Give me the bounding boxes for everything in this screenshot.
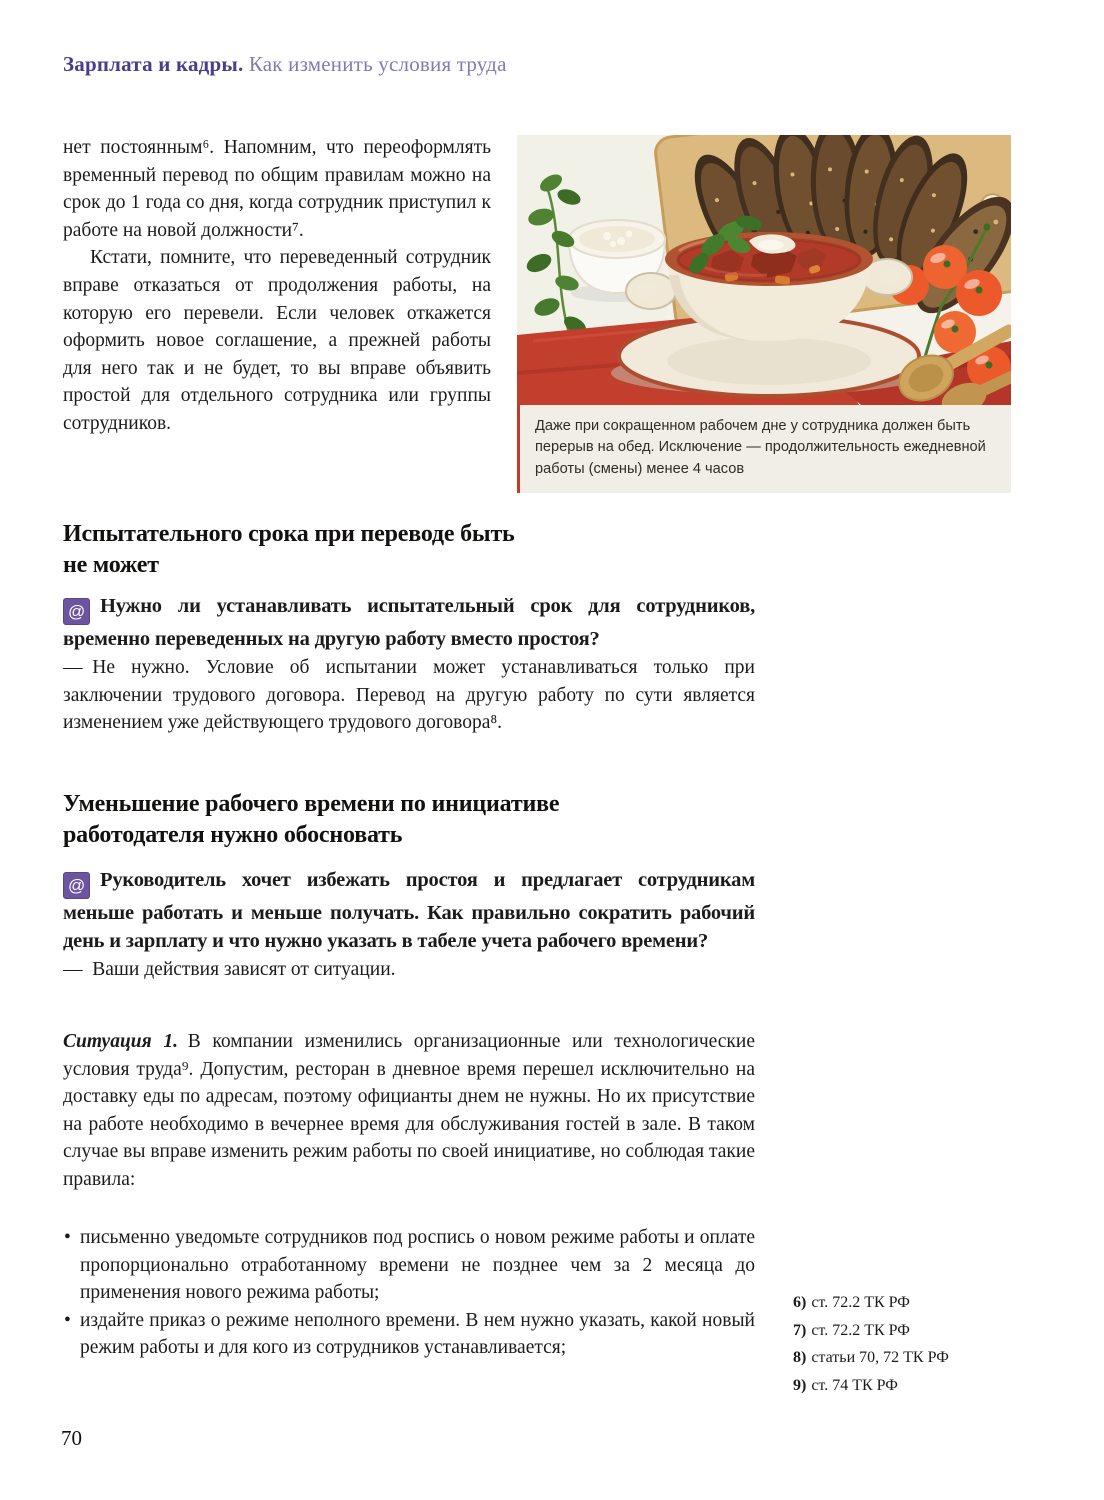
section-heading-1-line2: не может [63, 552, 159, 578]
page-number: 70 [61, 1426, 82, 1450]
intro-paragraph-1: нет постоянным⁶. Напомним, что переоформлять временный перевод по общим правилам можно на срок до 1 года со дня, когда сотрудник приступил к работе на новой должности⁷. [63, 137, 491, 241]
magazine-header [63, 52, 507, 77]
footnote-row [793, 1372, 949, 1400]
situation-text: В компании изменились организационные или технологические условия труда⁹. Допустим, ресторан в дневное время перешел исключительно на доставку еды по адресам, поэтому официанты днем не нужны. Но их присутствие на работе необходимо в вечернее время для обслуживания гостей в зале. В таком случае вы вправе изменить режим работы по своей инициативе, но соблюдая такие правила: [63, 1031, 755, 1190]
qa-block-2 [63, 866, 755, 984]
question-1-text: Нужно ли устанавливать испытательный срок для сотрудников, временно переведенных на другую работу вместо простоя? [63, 595, 755, 650]
answer-2: — Ваши действия зависят от ситуации. [63, 959, 396, 980]
section-heading-1-line1: Испытательного срока при переводе быть [63, 521, 515, 547]
footnote-row [793, 1289, 949, 1317]
section-heading-2-line1: Уменьшение рабочего времени по инициативе [63, 791, 560, 817]
footnote-number: 6) [793, 1294, 807, 1311]
footnote-number: 8) [793, 1349, 807, 1366]
intro-column [63, 134, 491, 438]
footnote-row [793, 1344, 949, 1372]
footnote-text: статьи 70, 72 ТК РФ [811, 1349, 949, 1366]
footnote-text: ст. 72.2 ТК РФ [811, 1294, 910, 1311]
footnotes [793, 1289, 949, 1399]
footnote-number: 9) [793, 1376, 807, 1394]
footnote-number: 7) [793, 1321, 807, 1339]
question-1 [63, 592, 755, 653]
question-2 [63, 866, 755, 955]
borscht-photo-illustration [517, 135, 1011, 405]
bullet-item: • издайте приказ о режиме неполного времени. В нем нужно указать, какой новый режим работы и для кого из сотрудников устанавливается; [63, 1307, 755, 1362]
section-heading-1 [63, 519, 755, 581]
footnote-text: ст. 74 ТК РФ [811, 1376, 898, 1394]
intro-paragraph-2: Кстати, помните, что переведенный сотрудник вправе отказаться от продолжения работы, на которую его перевели. Если человек откажется оформить новое соглашение, а прежней работы для него так и не будет, то вы вправе объявить простой для отдельного сотрудника или группы сотрудников. [63, 247, 491, 434]
section-heading-2-line2: работодателя нужно обосновать [63, 822, 403, 848]
situation-paragraph [63, 1028, 755, 1194]
footnote-row [793, 1317, 949, 1345]
header-article-title: Как изменить условия труда [248, 52, 507, 76]
section-heading-2 [63, 789, 755, 851]
bullet-item: • письменно уведомьте сотрудников под роспись о новом режиме работы и оплате пропорционально отработанному времени не позднее чем за 2 месяца до применения нового режима работы; [63, 1224, 755, 1307]
photo-block [517, 135, 1011, 493]
question-2-text: Руководитель хочет избежать простоя и предлагает сотрудникам меньше работать и меньше получать. Как правильно сократить рабочий день и зарплату и что нужно указать в табеле учета рабочего времени? [63, 869, 755, 952]
bullet-list [63, 1224, 755, 1362]
answer-1: — Не нужно. Условие об испытании может устанавливаться только при заключении трудового договора. Перевод на другую работу по сути является изменением уже действующего трудового договора⁸. [63, 657, 755, 734]
at-icon: @ [63, 872, 90, 899]
at-icon: @ [63, 598, 90, 625]
footnote-text: ст. 72.2 ТК РФ [811, 1321, 910, 1339]
qa-block-1 [63, 592, 755, 737]
header-section-title: Зарплата и кадры. [63, 52, 244, 76]
photo-caption: Даже при сокращенном рабочем дне у сотрудника должен быть перерыв на обед. Исключение — продолжительность ежедневной работы (смены) менее 4 часов [517, 405, 1011, 493]
situation-lead: Ситуация 1. [63, 1031, 178, 1052]
